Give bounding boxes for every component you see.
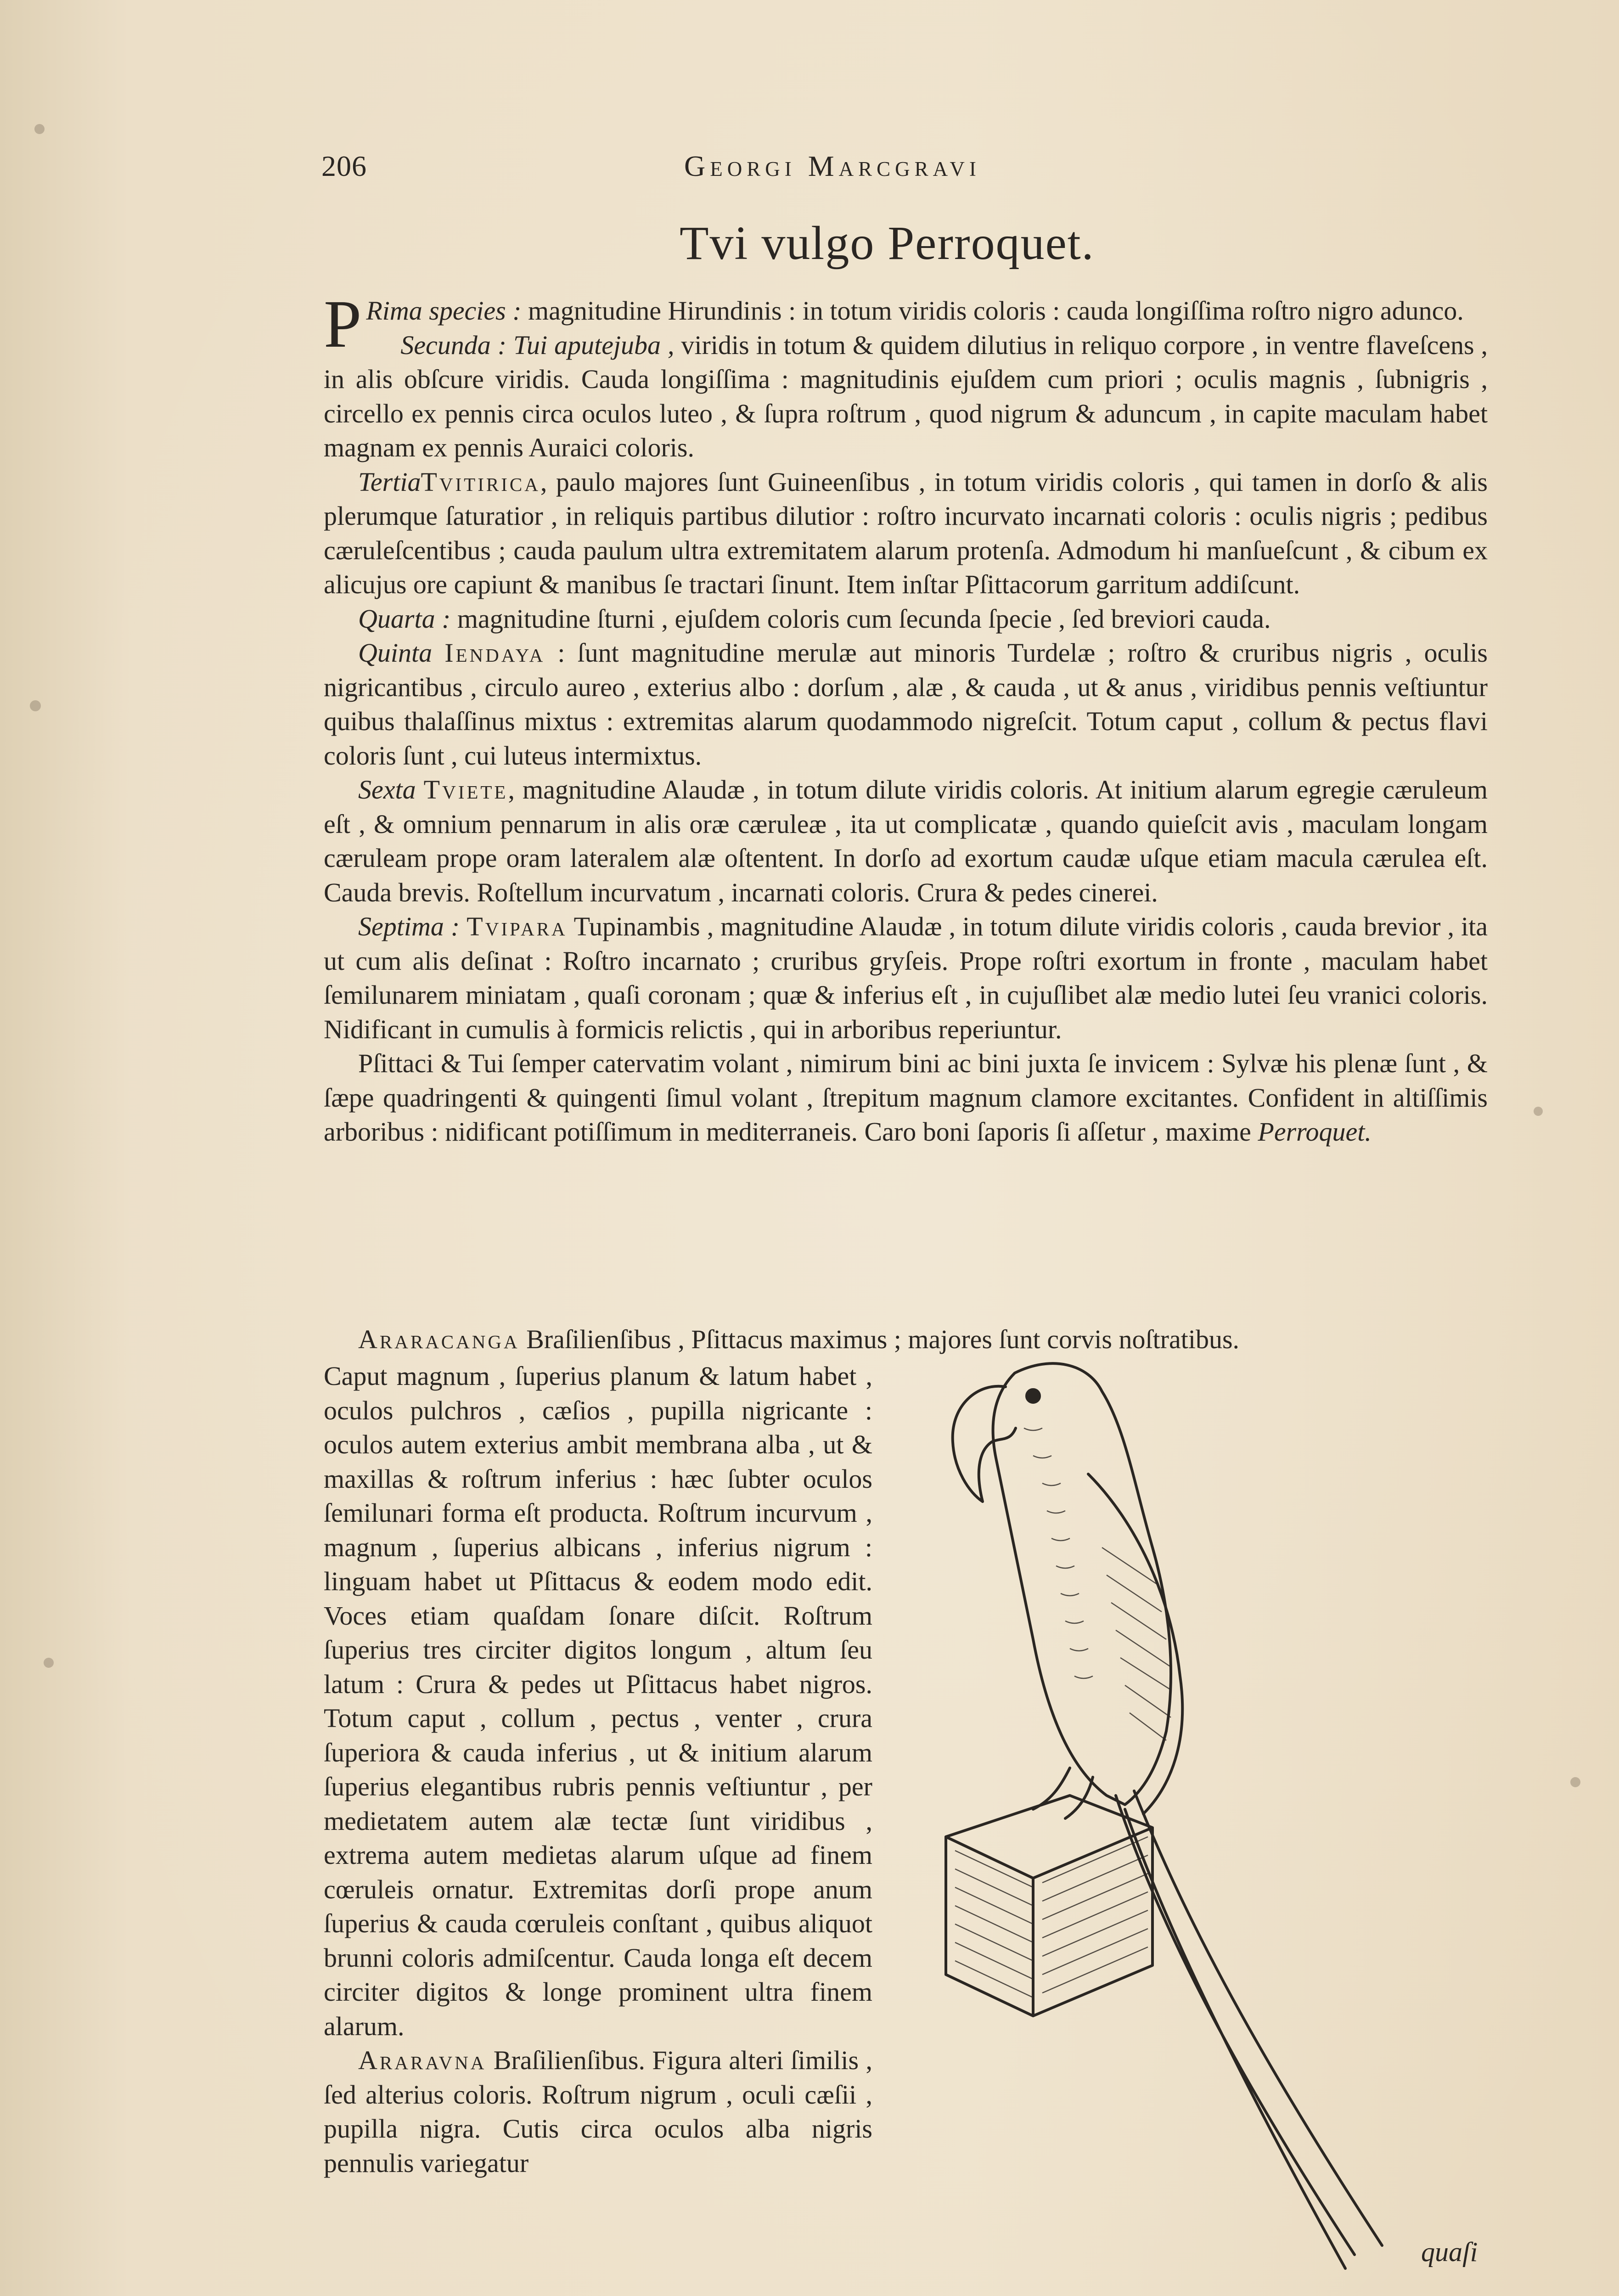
- species-name: Araravna: [358, 2045, 487, 2075]
- page-number: 206: [321, 150, 367, 182]
- species-name: Tviete: [423, 775, 508, 805]
- paragraph-text: , magnitudine Alaudæ , in totum dilute viridis coloris. At initium alarum egregie cæruleum eſt , & omnium pennarum in alis oræ cæruleæ , ita ut complicatæ , quando quieſcit avis , maculam longam cæruleam prope oram lateralem alæ oſtentent. In dorſo ad exortum caudæ uſque etiam macula cærulea eſt. Cauda brevis. Roſtellum incurvatum , incarnati coloris. Crura & pedes cinerei.: [324, 775, 1488, 907]
- paragraph-lead: Septima :: [358, 912, 460, 941]
- paragraph-text: magnitudine ſturni , ejuſdem coloris cum ſecunda ſpecie , ſed breviori cauda.: [450, 603, 1271, 634]
- paragraph-tertia: [324, 465, 1488, 602]
- running-title: Georgi Marcgravi: [684, 150, 981, 182]
- paragraph-text: Tupinambis , magnitudine Alaudæ , in totum dilute viridis coloris , cauda brevior , ita ut cum alis deſinat : Roſtro incarnato ; cruribus gryſeis. Prope roſtri exortum in fronte , maculam habet ſemilunarem miniatam , quaſi coronam ; quæ & inferius eſt , in cujuſlibet alæ medio lutei ſeu vranici coloris. Nidificant in cumulis à formicis relictis , qui in arboribus reperiuntur.: [324, 912, 1488, 1044]
- species-name: Tvipara: [467, 912, 568, 941]
- left-column-text: [324, 1359, 872, 2180]
- paragraph-lead: Rima species :: [366, 296, 522, 326]
- perch-block: [946, 1795, 1152, 2016]
- foxing-spot: [30, 700, 41, 711]
- paragraph-text: viridis in totum & quidem dilutius in reliquo corpore , in ventre flaveſcens , in alis obſcure viridis. Cauda longiſſima : magnitudinis ejuſdem cum priori ; oculis magnis , ſubnigris , circello ex pennis circa oculos luteo , & ſupra roſtrum , quod nigrum & aduncum , in capite maculam habet magnam ex pennis Auraici coloris.: [324, 330, 1488, 462]
- parrot-wing-outline: [1088, 1474, 1182, 1814]
- foxing-spot: [1534, 1107, 1543, 1116]
- paragraph-lead: Quarta :: [358, 603, 451, 634]
- chapter-title: Tvi vulgo Perroquet.: [680, 217, 1095, 270]
- parrot-eye: [1027, 1390, 1040, 1402]
- species-name: Tvitirica: [421, 467, 540, 497]
- paragraph-lead: Sexta: [358, 775, 416, 805]
- paragraph-text: Braſilienſibus , Pſittacus maximus ; majores ſunt corvis noſtratibus.: [519, 1324, 1240, 1354]
- araracanga-description: Caput magnum , ſuperius planum & latum habet , oculos pulchros , cæſios , pupilla nigricante : oculos autem exterius ambit membrana alba , ut & maxillas & roſtrum inferius : hæc ſubter oculos ſemilunari forma eſt producta. Roſtrum incurvum , magnum , ſuperius albicans , inferius nigrum : linguam habet ut Pſittacus & eodem modo edit. Voces etiam quaſdam ſonare diſcit. Roſtrum ſuperius tres circiter digitos longum , altum ſeu latum : Crura & pedes ut Pſittacus habet nigros. Totum caput , collum , pectus , venter , crura ſuperiora & cauda inferius , ut & initium alarum ſuperius elegantibus rubris pennis veſtiuntur , per medietatem autem alæ tectæ ſunt viridibus , extrema autem medietas alarum uſque ad finem cœruleis ornatur. Extremitas dorſi prope anum ſuperius & cauda cœruleis conſtant , quibus aliquot brunni coloris admiſcentur. Cauda longa eſt decem circiter digitos & longe prominent ultra finem alarum.: [324, 1361, 872, 2041]
- parrot-tail: [1116, 1791, 1382, 2268]
- paragraph-text: magnitudine Hirundinis : in totum viridis coloris : cauda longiſſima roſtro nigro adunco.: [521, 296, 1464, 326]
- page-header: [321, 138, 1387, 193]
- paragraph-lead: Quinta: [358, 638, 433, 668]
- foxing-spot: [34, 124, 45, 134]
- paragraph-text: : ſunt magnitudine merulæ aut minoris Turdelæ ; roſtro & cruribus nigris , oculis nigricantibus , circulo aureo , exterius albo : dorſum , alæ , & cauda , ut & anus , viridibus pennis veſtiuntur quibus thalaſſinus mixtus : extremitas alarum quodammodo nigreſcit. Totum caput , collum & pectus flavi coloris ſunt , cui luteus intermixtus.: [324, 638, 1488, 771]
- paragraph-text: Pſittaci & Tui ſemper catervatim volant , nimirum bini ac bini juxta ſe invicem : Sylvæ his plenæ ſunt , & ſæpe quadringenti & quingenti ſimul volant , ſtrepitum magnum clamore excitantes. Confident in altiſſimis arboribus : nidificant potiſſimum in mediterraneis. Caro boni ſaporis ſi aſſetur , maxime: [324, 1048, 1488, 1147]
- paragraph-lead: Secunda : Tui aputejuba ,: [400, 330, 675, 360]
- parrot-body-outline: [993, 1363, 1171, 1805]
- species-name: Iendaya: [444, 638, 545, 668]
- paragraph-lead: Tertia: [358, 467, 421, 497]
- drop-capital: P: [324, 287, 362, 362]
- catchword: quaſi: [1421, 2237, 1478, 2267]
- paragraph-secunda: [324, 328, 1488, 465]
- paragraph-text: , paulo majores ſunt Guineenſibus , in totum viridis coloris , qui tamen in dorſo & alis plerumque ſaturatior , in reliquis partibus dilutior : roſtro incurvato incarnati coloris : oculis nigris ; pedibus cæruleſcentibus ; cauda paulum ultra extremitatem alarum protenſa. Admodum hi manſueſcunt , & cibum ex alicujus ore capiunt & manibus ſe tractari ſinunt. Item inſtar Pſittacorum garritum addiſcunt.: [324, 467, 1488, 599]
- paragraph-tail: Perroquet.: [1251, 1117, 1372, 1147]
- species-name: Araracanga: [358, 1324, 520, 1354]
- paragraph-quinta: [324, 636, 1488, 773]
- paragraph-quarta: [324, 602, 1488, 636]
- parrot-foot: [1033, 1768, 1093, 1818]
- foxing-spot: [44, 1658, 54, 1668]
- main-text: [324, 287, 1488, 1149]
- parrot-beak: [953, 1386, 1016, 1502]
- paragraph-text: Braſilienſibus. Figura alteri ſimilis , ſed alterius coloris. Roſtrum nigrum , oculi cæſii , pupilla nigra. Cutis circa oculos alba nigris pennulis variegatur: [324, 2045, 872, 2178]
- foxing-spot: [1570, 1777, 1580, 1787]
- paragraph-ararauna: [324, 2043, 872, 2180]
- paragraph-sexta: [324, 773, 1488, 910]
- paragraph-septima: [324, 910, 1488, 1047]
- araracanga-heading-line: [358, 1322, 1488, 1357]
- paragraph-general: [324, 1047, 1488, 1149]
- parrot-woodcut-illustration: [895, 1355, 1483, 2273]
